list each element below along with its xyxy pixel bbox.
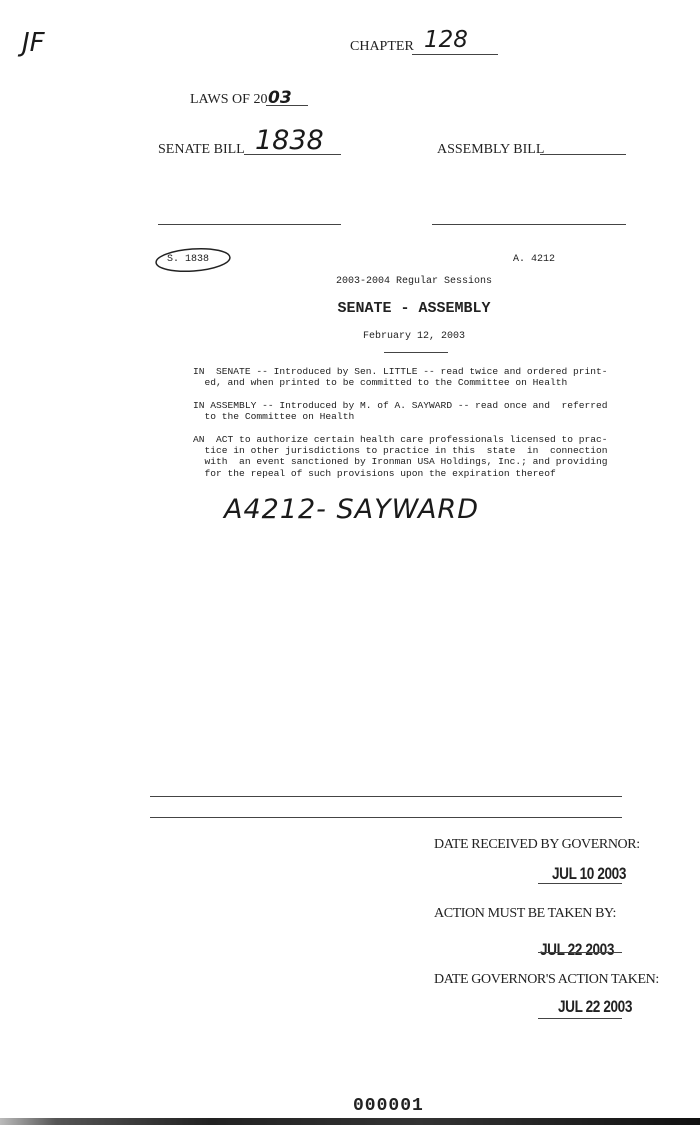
- received-line: [538, 883, 622, 884]
- bill-title: SENATE - ASSEMBLY: [337, 300, 491, 317]
- handwritten-initials: JF: [22, 28, 45, 58]
- laws-line: [266, 105, 308, 106]
- action-taken-line: [538, 1018, 622, 1019]
- senate-bill-line: [244, 154, 341, 155]
- laws-label: LAWS OF 20: [190, 92, 268, 107]
- scan-edge-bar: [0, 1118, 700, 1125]
- chapter-number: 128: [424, 27, 468, 53]
- received-date-stamp: JUL 10 2003: [552, 864, 626, 883]
- action-by-label: ACTION MUST BE TAKEN BY:: [434, 906, 616, 921]
- senate-bill-number: 1838: [255, 125, 324, 156]
- senate-number: S. 1838: [167, 254, 210, 265]
- divider-line-2: [150, 817, 622, 818]
- chapter-label: CHAPTER: [350, 39, 414, 54]
- session-text: 2003-2004 Regular Sessions: [335, 276, 493, 287]
- action-taken-label: DATE GOVERNOR'S ACTION TAKEN:: [434, 972, 659, 987]
- received-label: DATE RECEIVED BY GOVERNOR:: [434, 837, 640, 852]
- bill-date: February 12, 2003: [362, 331, 466, 342]
- act-description: AN ACT to authorize certain health care professionals licensed to prac- tice in other jurisdictions to practice in this state in connection with an event sanctioned by Ironman USA Holdings, Inc.; and providing for the repeal of such provisions upon the expiration thereof: [193, 434, 608, 479]
- action-taken-date-stamp: JUL 22 2003: [558, 997, 632, 1016]
- assembly-introduction: IN ASSEMBLY -- Introduced by M. of A. SAYWARD -- read once and referred to the Committee on Health: [193, 400, 608, 423]
- assembly-bill-line: [540, 154, 626, 155]
- page-number: 000001: [350, 1096, 427, 1116]
- handwritten-note: A4212- SAYWARD: [224, 494, 479, 525]
- divider-line-1: [150, 796, 622, 797]
- chapter-line: [412, 54, 498, 55]
- date-divider: [384, 352, 448, 353]
- signature-line-right: [432, 224, 626, 225]
- senate-introduction: IN SENATE -- Introduced by Sen. LITTLE -- read twice and ordered print- ed, and when printed to be committed to the Committee on Health: [193, 366, 608, 389]
- assembly-number: A. 4212: [513, 254, 556, 265]
- action-by-date-stamp: JUL 22 2003: [540, 940, 614, 959]
- signature-line-left: [158, 224, 341, 225]
- action-by-line: [538, 952, 622, 953]
- laws-year: 03: [268, 88, 292, 108]
- senate-bill-label: SENATE BILL: [158, 142, 245, 157]
- assembly-bill-label: ASSEMBLY BILL: [437, 142, 545, 157]
